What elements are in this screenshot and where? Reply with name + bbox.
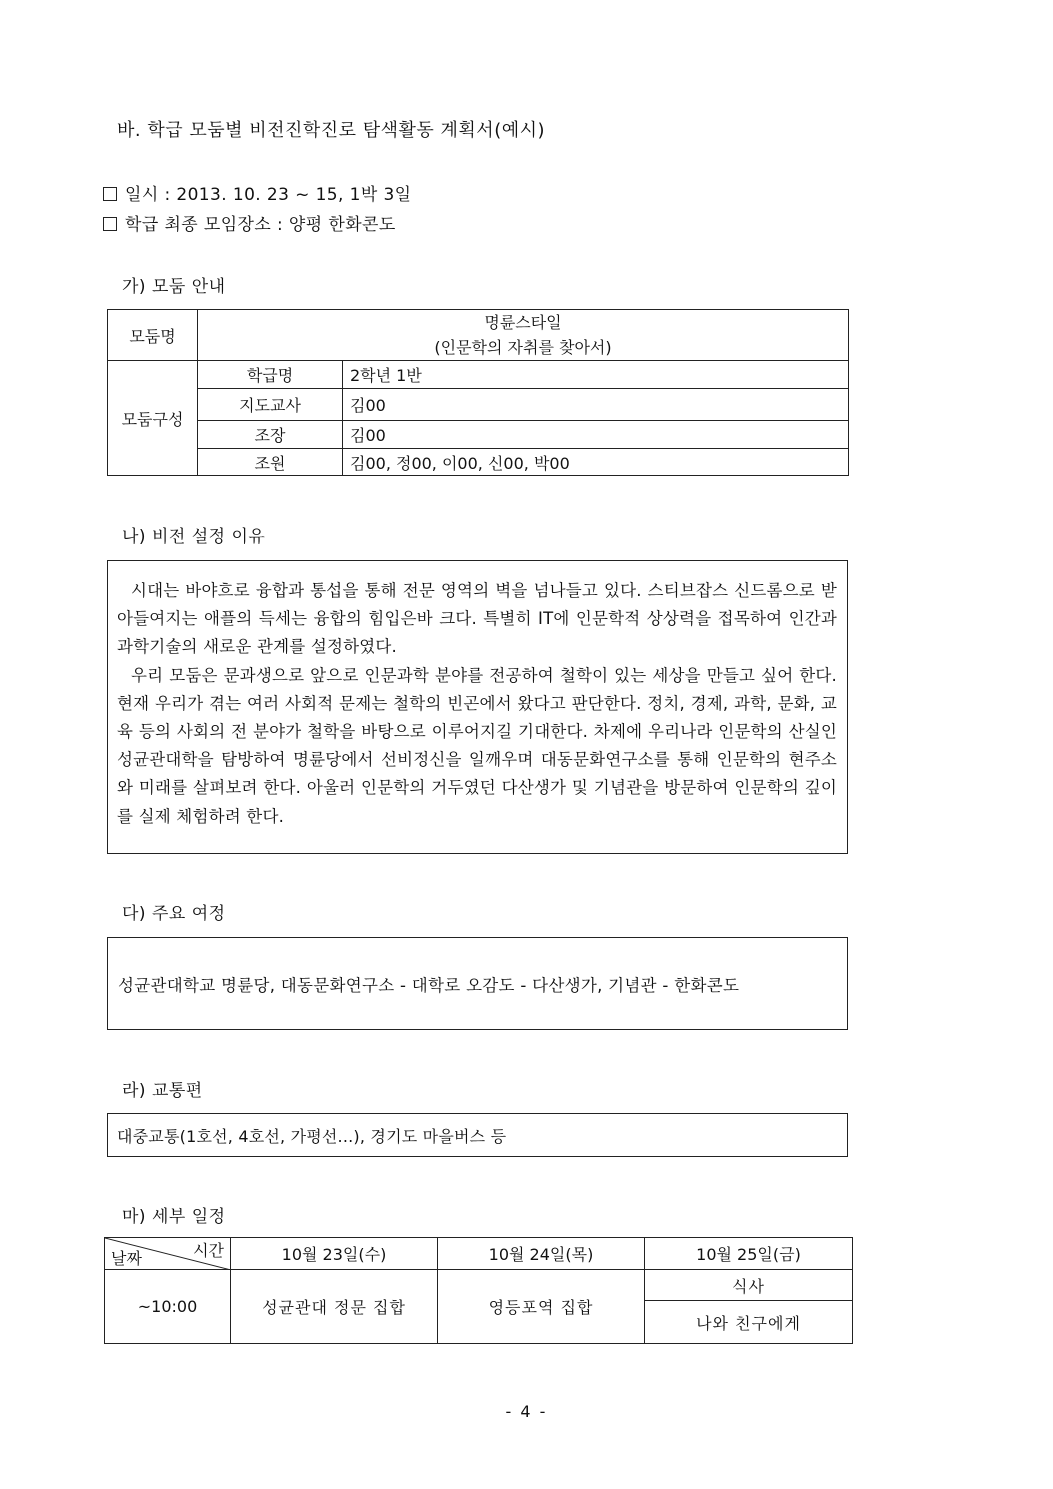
group-name-value (198, 310, 849, 361)
schedule-corner-cell (105, 1238, 231, 1270)
section-a-title: 가) 모둠 안내 (122, 277, 226, 297)
group-name-line1: 명륜스타일 (484, 313, 562, 332)
info-date (103, 180, 412, 205)
section-b-title: 나) 비전 설정 이유 (122, 527, 266, 547)
section-e-title: 마) 세부 일정 (122, 1207, 226, 1227)
row-label: 조원 (198, 449, 343, 476)
info-place (103, 210, 396, 235)
day1-activity: 성균관대 정문 집합 (231, 1270, 438, 1344)
day-header: 10월 25일(금) (645, 1238, 853, 1270)
corner-time-label: 시간 (193, 1241, 224, 1260)
group-name-line2: (인문학의 자취를 찾아서) (434, 338, 612, 357)
day2-activity: 영등포역 집합 (438, 1270, 645, 1344)
row-label: 지도교사 (198, 389, 343, 421)
time-cell: ~10:00 (105, 1270, 231, 1344)
info-place-text: 학급 최종 모임장소 : 양평 한화콘도 (125, 215, 396, 235)
vision-reason-box (107, 560, 848, 854)
corner-date-label: 날짜 (111, 1249, 142, 1268)
group-name-label: 모둠명 (108, 310, 198, 361)
page-number: - 4 - (505, 1402, 548, 1421)
row-label: 조장 (198, 421, 343, 449)
checkbox-icon (103, 187, 117, 201)
composition-label: 모둠구성 (108, 361, 198, 476)
route-box (107, 937, 848, 1030)
day-header: 10월 24일(목) (438, 1238, 645, 1270)
route-text: 성균관대학교 명륜당, 대동문화연구소 - 대학로 오감도 - 다산생가, 기념관 - 한화콘도 (118, 976, 740, 995)
page-heading: 바. 학급 모둠별 비전진학진로 탐색활동 계획서(예시) (117, 120, 546, 141)
row-value: 2학년 1반 (343, 361, 849, 389)
transport-box (107, 1113, 848, 1157)
vision-reason-para2: 우리 모둠은 문과생으로 앞으로 인문과학 분야를 전공하여 철학이 있는 세상을 만들고 싶어 한다. 현재 우리가 겪는 여러 사회적 문제는 철학의 빈곤에서 왔다고 판단한다. 정치, 경제, 과학, 문화, 교육 등의 사회의 전 분야가 철학을 바탕으로 이루어지길 기대한다. 차제에 우리나라 인문학의 산실인 성균관대학을 탐방하여 명륜당에서 선비정신을 일깨우며 대동문화연구소를 통해 인문학의 현주소와 미래를 살펴보려 한다. 아울러 인문학의 거두였던 다산생가 및 기념관을 방문하여 인문학의 깊이를 실제 체험하려 한다. (117, 665, 837, 826)
section-d-title: 라) 교통편 (122, 1081, 203, 1101)
day3-activity-a: 식사 (645, 1270, 853, 1301)
checkbox-icon (103, 217, 117, 231)
day-header: 10월 23일(수) (231, 1238, 438, 1270)
transport-text: 대중교통(1호선, 4호선, 가평선...), 경기도 마을버스 등 (117, 1127, 507, 1146)
group-info-table (107, 309, 849, 476)
day3-activity-b: 나와 친구에게 (645, 1301, 853, 1344)
vision-reason-para1: 시대는 바야흐로 융합과 통섭을 통해 전문 영역의 벽을 넘나들고 있다. 스티브잡스 신드롬으로 받아들여지는 애플의 득세는 융합의 힘입은바 크다. 특별히 IT에 인문학적 상상력을 접목하여 인간과 과학기술의 새로운 관계를 설정하였다. (117, 581, 837, 657)
row-label: 학급명 (198, 361, 343, 389)
row-value: 김00 (343, 389, 849, 421)
section-c-title: 다) 주요 여정 (122, 904, 226, 924)
info-date-text: 일시 : 2013. 10. 23 ~ 15, 1박 3일 (125, 185, 412, 205)
schedule-table (104, 1237, 853, 1344)
row-value: 김00, 정00, 이00, 신00, 박00 (343, 449, 849, 476)
row-value: 김00 (343, 421, 849, 449)
